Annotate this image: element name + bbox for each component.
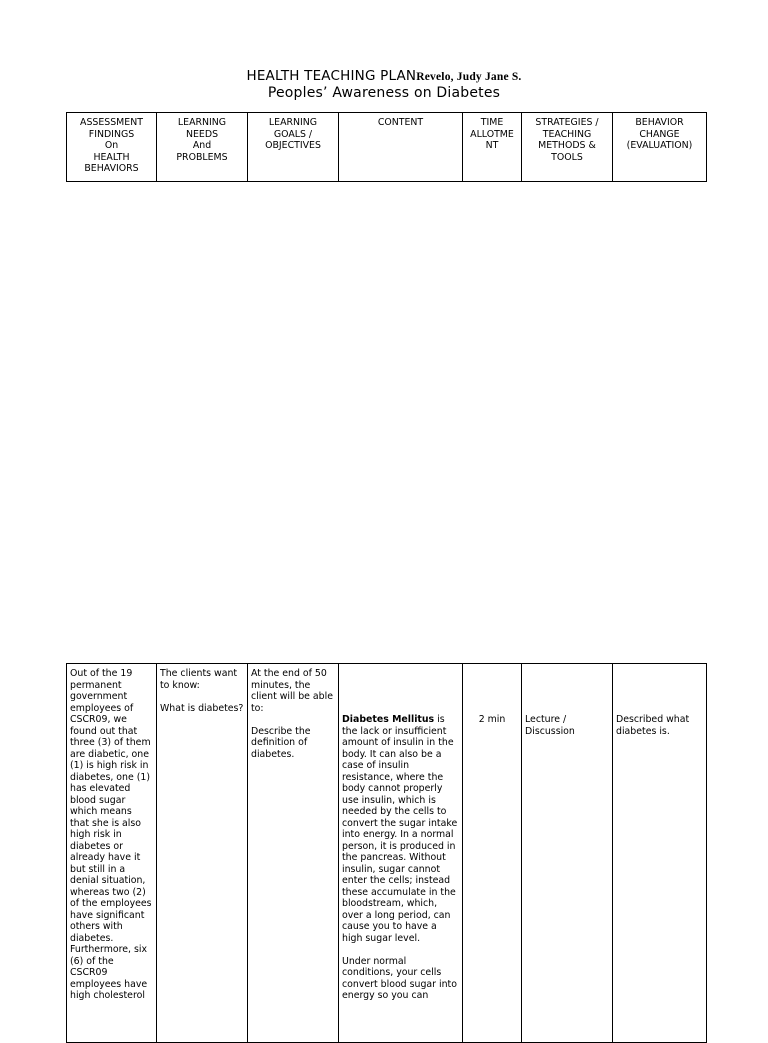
col-header-learning-goals: LEARNING GOALS / OBJECTIVES (248, 113, 339, 182)
page-subtitle: Peoples’ Awareness on Diabetes (267, 85, 501, 101)
col-header-time: TIME ALLOTME NT (463, 113, 522, 182)
col-header-strategies: STRATEGIES / TEACHING METHODS & TOOLS (522, 113, 613, 182)
col-header-content: CONTENT (339, 113, 463, 182)
author-name: Revelo, Judy Jane S. (416, 71, 522, 83)
page-title-line (0, 68, 768, 84)
cell-assessment: Out of the 19 permanent government employees of CSCR09, we found out that three (3) of them are diabetic, one (1) is high risk in diabetes, one (1) has elevated blood sugar which means that she is also high risk in diabetes or already have it but still in a denial situation, whereas two (2) of the employees have significant others with diabetes. Furthermore, six (6) of the CSCR09 employees have high cholesterol (67, 664, 157, 1043)
cell-learning-needs: The clients want to know: What is diabetes? (157, 664, 248, 1043)
cell-strategies: Lecture / Discussion (522, 664, 613, 1043)
cell-learning-goals: At the end of 50 minutes, the client will be able to: Describe the definition of diabetes. (248, 664, 339, 1043)
col-header-learning-needs: LEARNING NEEDS And PROBLEMS (157, 113, 248, 182)
table-row (67, 664, 707, 1043)
plan-table (66, 663, 707, 1043)
cell-evaluation: Described what diabetes is. (613, 664, 707, 1043)
header-table (66, 112, 707, 182)
col-header-assessment: ASSESSMENT FINDINGS On HEALTH BEHAVIORS (67, 113, 157, 182)
page-title: HEALTH TEACHING PLAN (246, 68, 417, 84)
cell-content: Diabetes Mellitus is the lack or insufficient amount of insulin in the body. It can also be a case of insulin resistance, where the body cannot properly use insulin, which is needed by the cells to convert the sugar intake into energy. In a normal person, it is produced in the pancreas. Without insulin, sugar cannot enter the cells; instead these accumulate in the bloodstream, which, over a long period, can cause you to have a high sugar level. Under normal conditions, your cells convert blood sugar into energy so you can (339, 664, 463, 1043)
header-row (67, 113, 707, 182)
col-header-evaluation: BEHAVIOR CHANGE (EVALUATION) (613, 113, 707, 182)
content-term: Diabetes Mellitus (342, 714, 435, 725)
cell-time: 2 min (463, 664, 522, 1043)
